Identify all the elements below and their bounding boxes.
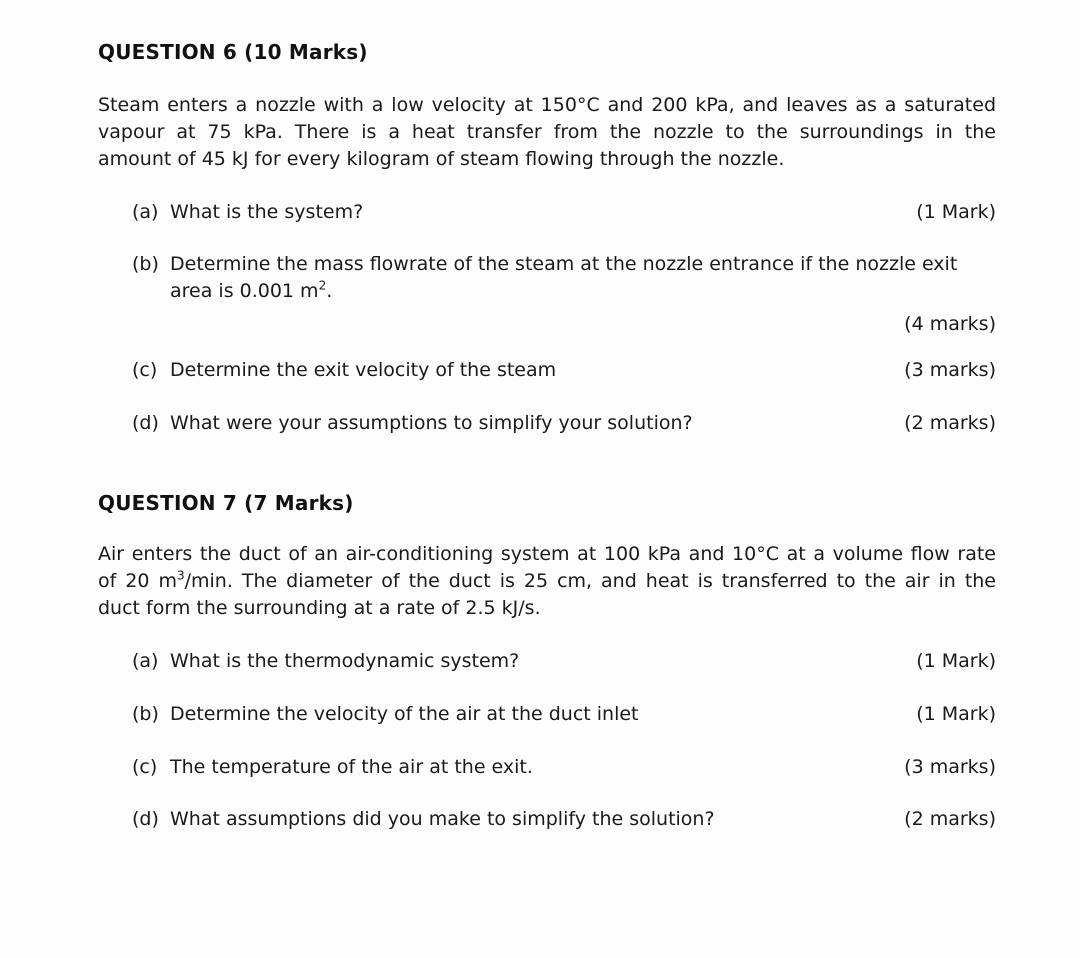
part-marks: (2 marks) xyxy=(904,412,996,434)
part-marks: (3 marks) xyxy=(904,359,996,381)
part-text: What is the system? xyxy=(170,201,364,223)
question-6-part-c xyxy=(132,357,996,384)
part-marks: (3 marks) xyxy=(904,756,996,778)
question-6-part-d xyxy=(132,410,996,437)
part-text: What is the thermodynamic system? xyxy=(170,650,520,672)
question-6-intro-line-1: Steam enters a nozzle with a low velocity at 150°C and 200 kPa, and leaves as a saturated xyxy=(98,94,996,116)
part-text: Determine the exit velocity of the steam xyxy=(170,359,557,381)
question-7-part-a xyxy=(132,648,996,675)
part-marks: (2 marks) xyxy=(904,808,996,830)
question-7-part-c xyxy=(132,754,996,781)
question-7-intro-line-1: Air enters the duct of an air-conditioning system at 100 kPa and 10°C at a volume flow rate xyxy=(98,543,996,565)
question-6-intro xyxy=(98,92,996,173)
question-6-intro-line-2: vapour at 75 kPa. There is a heat transfer from the nozzle to the surroundings in the xyxy=(98,121,996,143)
part-label: (b) xyxy=(132,703,159,725)
part-label: (a) xyxy=(132,650,159,672)
question-7-intro-line-3: duct form the surrounding at a rate of 2.5 kJ/s. xyxy=(98,597,541,619)
flow-rate-exponent: 3 xyxy=(176,568,185,583)
question-7-intro xyxy=(98,541,996,622)
area-text: area is 0.001 m xyxy=(170,280,319,302)
part-marks: (1 Mark) xyxy=(916,703,996,725)
part-text: What assumptions did you make to simplify the solution? xyxy=(170,808,715,830)
question-6-heading: QUESTION 6 (10 Marks) xyxy=(98,40,368,64)
part-label: (c) xyxy=(132,359,158,381)
part-label: (a) xyxy=(132,201,159,223)
part-text-line-1: Determine the mass flowrate of the steam at the nozzle entrance if the nozzle exit xyxy=(170,253,958,275)
part-label: (c) xyxy=(132,756,158,778)
part-label: (b) xyxy=(132,253,159,275)
part-marks: (4 marks) xyxy=(904,313,996,335)
part-text: What were your assumptions to simplify your solution? xyxy=(170,412,693,434)
area-period: . xyxy=(326,280,333,302)
part-marks: (1 Mark) xyxy=(916,650,996,672)
part-text: Determine the velocity of the air at the duct inlet xyxy=(170,703,639,725)
area-exponent: 2 xyxy=(318,278,327,293)
flow-rate-text: of 20 m xyxy=(98,570,177,592)
part-label: (d) xyxy=(132,808,159,830)
question-7-part-b xyxy=(132,701,996,728)
part-text-line-2 xyxy=(132,278,996,305)
part-text: The temperature of the air at the exit. xyxy=(170,756,533,778)
question-6-part-a xyxy=(132,199,996,226)
flow-rate-rest: /min. The diameter of the duct is 25 cm, and heat is transferred to the air in the xyxy=(184,570,996,592)
question-6-intro-line-3: amount of 45 kJ for every kilogram of steam flowing through the nozzle. xyxy=(98,148,785,170)
part-label: (d) xyxy=(132,412,159,434)
question-7-part-d xyxy=(132,806,996,833)
question-7-intro-line-2 xyxy=(98,568,996,595)
part-marks: (1 Mark) xyxy=(916,201,996,223)
question-7-heading: QUESTION 7 (7 Marks) xyxy=(98,491,354,515)
question-6-part-b xyxy=(132,251,996,338)
